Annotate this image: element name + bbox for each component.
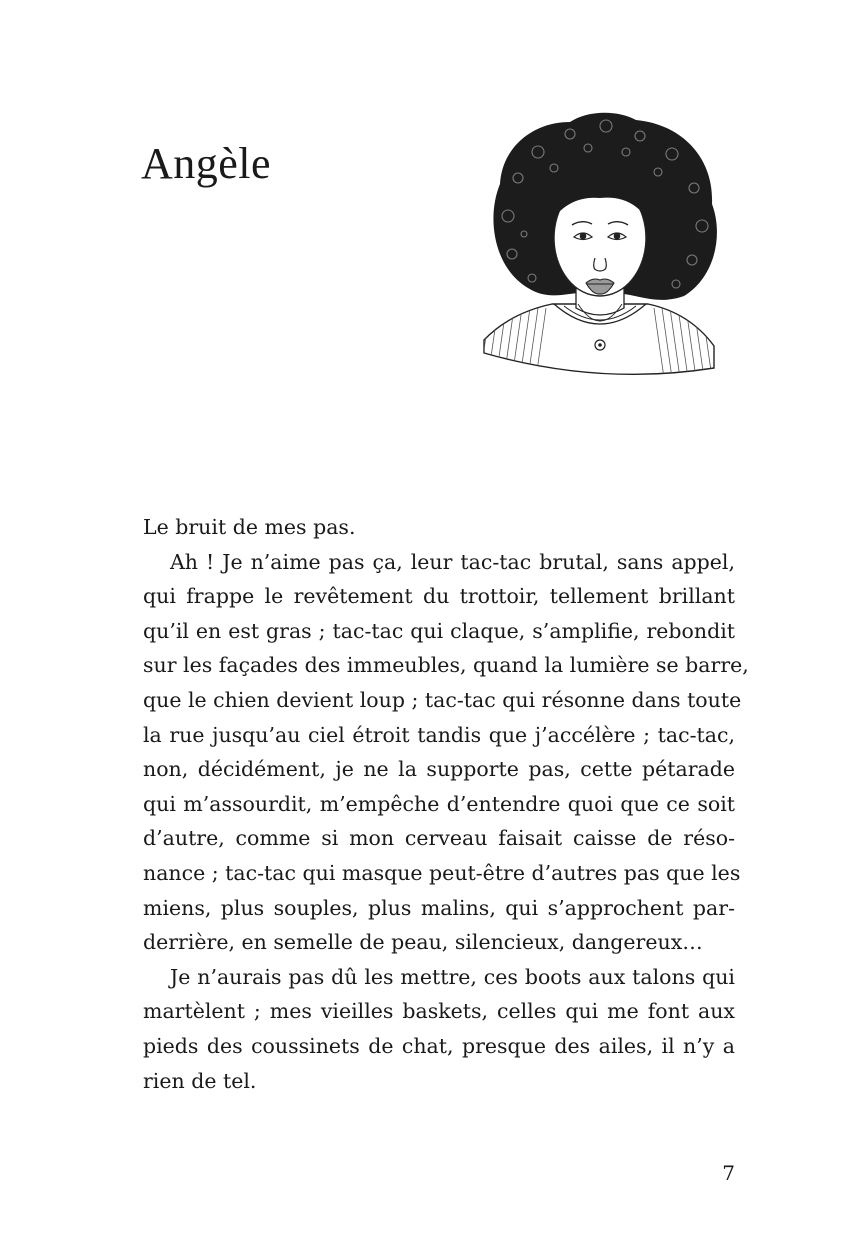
chapter-title: Angèle [141,139,272,188]
text-line: Ah ! Je n’aime pas ça, leur tac-tac brutal, sans appel, [170,549,735,574]
text-line: martèlent ; mes vieilles baskets, celles qui me font aux [143,999,735,1024]
text-line: Le bruit de mes pas. [143,515,356,539]
text-line: pieds des coussinets de chat, presque des ailes, il n’y a [143,1033,735,1058]
portrait-illustration [480,108,720,393]
page-number: 7 [722,1161,735,1185]
text-line: derrière, en semelle de peau, silencieux, dangereux… [143,930,703,955]
text-line: nance ; tac-tac qui masque peut-être d’autres pas que les [143,860,741,885]
text-line: la rue jusqu’au ciel étroit tandis que j’accélère ; tac-tac, [143,722,735,747]
text-line: qui m’assourdit, m’empêche d’entendre quoi que ce soit [143,791,735,816]
text-line: Je n’aurais pas dû les mettre, ces boots aux talons qui [170,964,735,989]
text-line: qui frappe le revêtement du trottoir, tellement brillant [143,584,735,609]
text-line: d’autre, comme si mon cerveau faisait caisse de réso- [143,826,735,851]
chapter-body-text [143,510,749,1098]
text-line: que le chien devient loup ; tac-tac qui résonne dans toute [143,687,742,712]
text-line: miens, plus souples, plus malins, qui s’approchent par- [143,895,735,920]
text-line: sur les façades des immeubles, quand la lumière se barre, [143,653,749,678]
text-line: qu’il en est gras ; tac-tac qui claque, s’amplifie, rebondit [143,618,735,643]
text-line: non, décidément, je ne la supporte pas, cette pétarade [143,757,735,782]
text-line: rien de tel. [143,1068,257,1093]
girl-portrait-drawing [480,108,720,393]
